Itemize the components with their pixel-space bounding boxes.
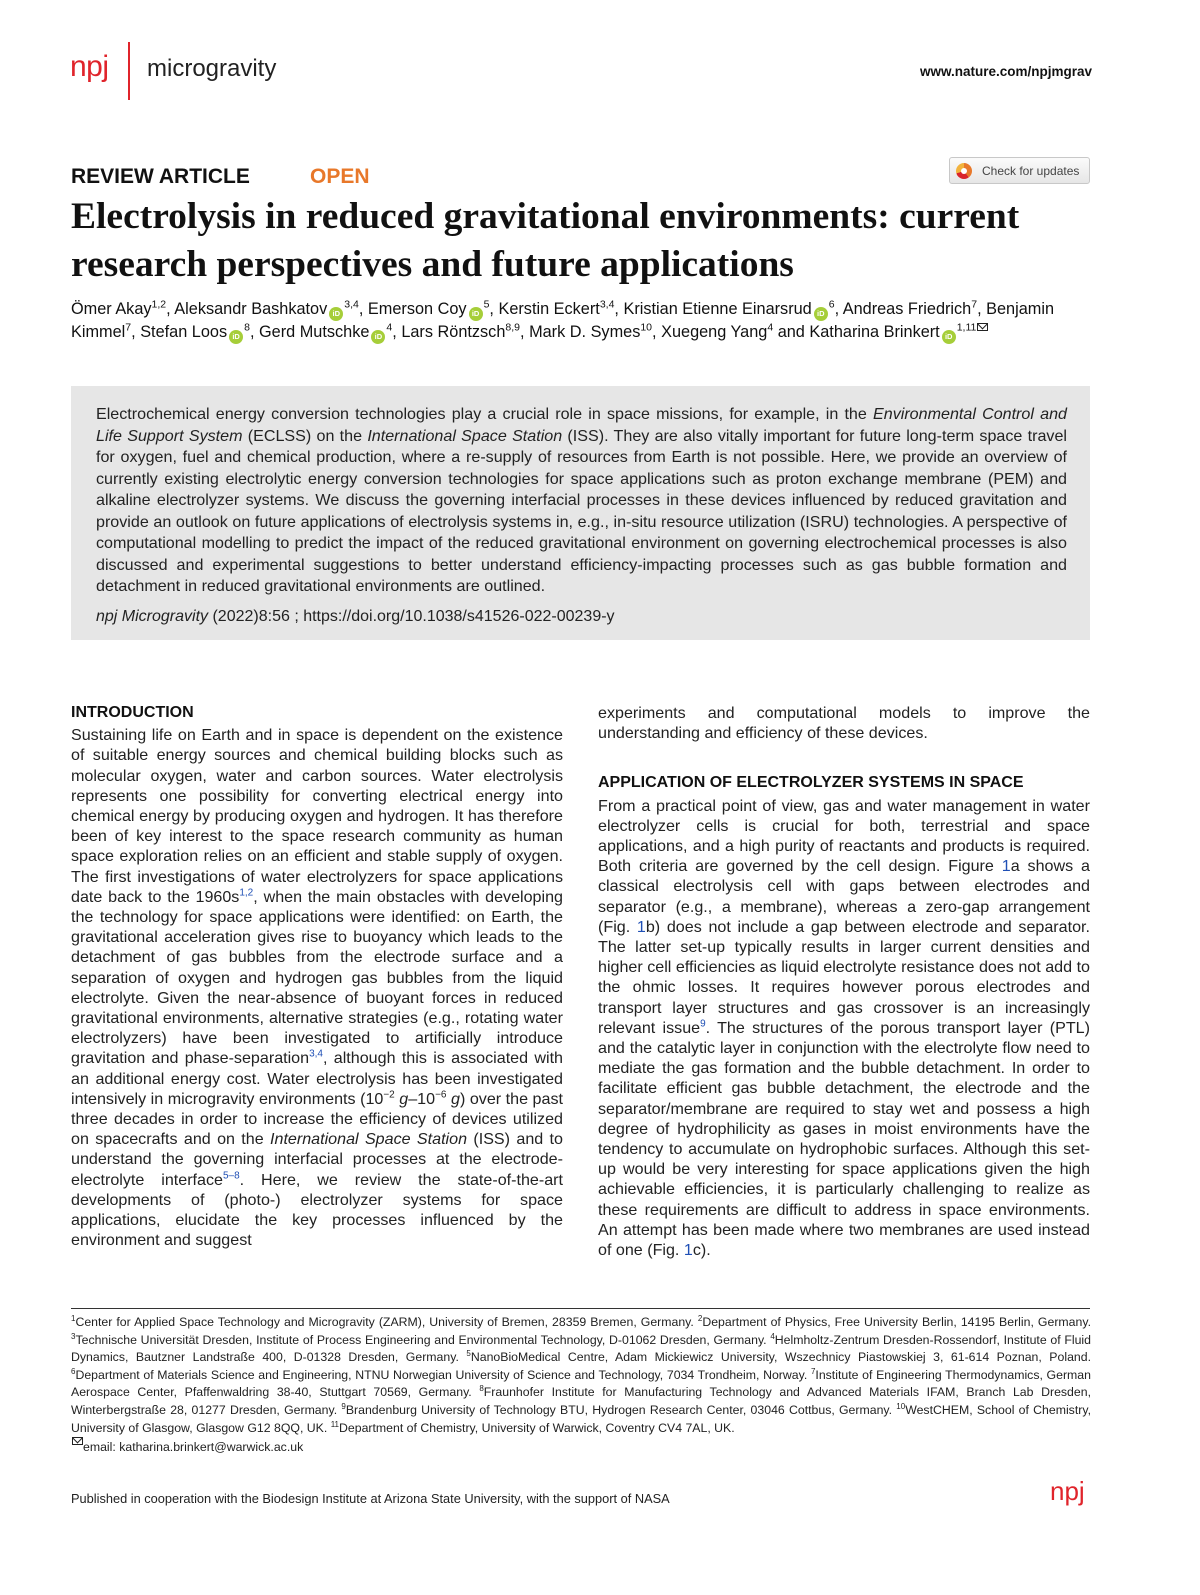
author-separator: , [489,300,499,318]
text-segment: –10 [408,1089,436,1108]
application-paragraph [598,796,1090,1261]
orcid-icon[interactable]: iD [942,330,956,344]
author[interactable] [498,300,614,318]
author[interactable] [174,300,359,318]
affiliation-number: 7 [810,1366,816,1376]
body-column-left [71,703,563,1250]
check-for-updates-button[interactable] [949,157,1090,184]
author[interactable] [623,300,834,318]
author[interactable] [259,323,392,341]
orcid-icon[interactable]: iD [229,330,243,344]
author-affiliation: 7 [971,298,978,311]
open-access-badge: OPEN [310,165,370,188]
author-separator: and [773,323,810,341]
author-affiliation: 1,11 [956,321,977,334]
footnote-divider [71,1308,1090,1309]
section-heading-application: APPLICATION OF ELECTROLYZER SYSTEMS IN SPACE [598,774,1024,792]
affiliation-text: NanoBioMedical Centre, Adam Mickiewicz University, Wszechnicy Piastowskiej 3, 61-614 Poznan, Poland. [470,1350,1092,1365]
footer-text: Published in cooperation with the Biodesign Institute at Arizona State University, with the support of NASA [71,1491,670,1506]
text-segment: . Here, we review the state-of-the-art developments of (photo-) electrolyzer systems for space applications, elucidate the key processes influenced by the environment and suggest [71,1170,563,1250]
author-separator: , [249,323,259,341]
reference-link[interactable]: 1,2 [239,887,254,899]
section-heading-introduction: INTRODUCTION [71,704,194,721]
symbol-g: g [394,1089,409,1108]
crossmark-icon [956,163,972,179]
author[interactable] [140,323,250,341]
author-separator: , [834,300,843,318]
affiliation-list [71,1315,1091,1435]
author-name: Mark D. Symes [529,323,641,341]
text-segment: c). [692,1241,711,1260]
author-affiliation: 3,4 [599,298,615,311]
text-segment: (ISS) and to understand the governing interfacial processes at the electrode-electrolyte interface [71,1130,563,1189]
figure-link[interactable]: 1 [1001,857,1011,876]
intro-paragraph-continued: experiments and computational models to improve the understanding and efficiency of these devices. [598,704,1090,743]
affiliation-number: 1 [71,1313,76,1323]
text-segment: Sustaining life on Earth and in space is dependent on the existence of suitable energy sources and chemical building blocks such as molecular oxygen, water and carbon sources. Water electrolysis represents one possibility for converting electrical energy into chemical energy by producing oxygen and hydrogen. It has therefore been of key interest to the space research community as human space exploration relies on an efficient and stable supply of oxygen. The first investigations of water electrolyzers for space applications date back to the 1960s [71,726,563,906]
author-affiliation: 10 [640,321,653,334]
text-segment: ) over the past three decades in order to increase the efficiency of devices utilized on spacecrafts and on the [71,1089,563,1149]
exponent: −2 [383,1089,395,1101]
orcid-icon[interactable]: iD [371,330,385,344]
author-affiliation: 8 [244,321,250,334]
abstract-text [96,404,1067,598]
reference-link[interactable]: 3,4 [309,1049,323,1061]
affiliation-number: 3 [71,1331,76,1341]
abstract-segment: (ISS). They are also vitally important for future long-term space travel for oxygen, fuel and chemical production, where a re-supply of resources from Earth is not possible. Here, we provide an overview of currently existing electrolytic energy conversion technologies for space applications such as proton exchange membrane (PEM) and alkaline electrolyzer systems. We discuss the governing interfacial processes in these devices influenced by reduced gravitation and provide an outlook on future applications of electrolysis systems in, e.g., in-situ resource utilization (ISRU) technologies. A perspective of computational modelling to predict the impact of the reduced gravitational environment on governing electrochemical processes is also discussed and experimental suggestions to better understand efficiency-impacting processes such as gas bubble formation and detachment in reduced gravitational environments are outlined. [96,426,1067,595]
abstract-term-iss: International Space Station [367,426,563,445]
footer-npj-logo: npj [1050,1476,1085,1506]
author[interactable] [529,323,652,341]
author-separator: , [131,323,141,341]
text-segment: , although this is associated with an additional energy cost. Water electrolysis has been investigated intensively in microgravity environments (10 [71,1049,563,1108]
article-type: REVIEW ARTICLE [71,165,250,188]
affiliation-text: Technische Universität Dresden, Institute of Process Engineering and Environmental Technology, D-01062 Dresden, Germany. [75,1332,771,1347]
citation-line [96,608,615,626]
author-name: Ömer Akay [71,300,152,318]
reference-link[interactable]: 9 [700,1018,706,1030]
author-name: Katharina Brinkert [809,323,940,341]
author[interactable] [843,300,977,318]
author-affiliation: 4 [386,321,393,334]
author-separator: , [392,323,402,341]
abstract-segment: Electrochemical energy conversion technologies play a crucial role in space missions, for example, in the [96,405,874,423]
figure-link[interactable]: 1 [636,917,646,936]
author-name: Benjamin Kimmel [71,300,1055,341]
orcid-icon[interactable]: iD [329,307,343,321]
affiliation-text: Brandenburg University of Technology BTU, Hydrogen Research Center, 03046 Cottbus, Germany. [345,1402,897,1417]
author[interactable] [809,323,988,341]
author[interactable] [368,300,489,318]
journal-header [70,42,1092,102]
journal-url-link[interactable]: www.nature.com/npjmgrav [919,64,1092,79]
corresponding-author-icon[interactable] [977,323,988,331]
corresponding-email[interactable]: email: katharina.brinkert@warwick.ac.uk [83,1440,304,1455]
symbol-g: g [446,1089,460,1108]
affiliation-number: 2 [697,1313,703,1323]
author-affiliation: 5 [483,298,490,311]
text-segment: . The structures of the porous transport layer (PTL) and the catalytic layer in conjunction with the electrolyte flow need to mediate the gas formation and the bubble detachment. In order to facilitate efficient gas bubble detachment, the electrode and the separator/membrane are required to stay wet and possess a high degree of hydrophilicity as gases in moist environments have the tendency to accumulate on hydrophobic surfaces. Although this set-up would be very interesting for space applications given the high achievable efficiencies, it is particularly challenging to realize as these requirements are difficult to address in space environments. An attempt has been made where two membranes are used instead of one (Fig. [598,1018,1090,1260]
author-affiliation: 7 [125,321,132,334]
affiliation-number: 10 [896,1401,906,1411]
author-separator: , [652,323,662,341]
npj-logo[interactable]: npj [70,50,109,83]
author-name: Kerstin Eckert [498,300,600,318]
orcid-icon[interactable]: iD [814,307,828,321]
text-segment: b) does not include a gap between electrode and separator. The latter set-up typically results in larger current densities and higher cell efficiencies as liquid electrolyte resistance does not add to the ohmic losses. It requires however porous electrodes and transport layer structures and gas crossover is an increasingly relevant issue [598,917,1090,1037]
affiliation-number: 8 [479,1384,484,1394]
header-divider [128,42,130,100]
author-affiliation: 1,2 [151,298,167,311]
author-affiliation: 6 [828,298,835,311]
author[interactable] [71,300,166,318]
citation-doi-link[interactable]: (2022)8:56 ; https://doi.org/10.1038/s41526-022-00239-y [208,608,615,625]
author-separator: , [977,300,987,318]
author-name: Xuegeng Yang [661,323,768,341]
affiliation-text: Department of Chemistry, University of Warwick, Coventry CV4 7AL, UK. [339,1420,735,1435]
article-title: Electrolysis in reduced gravitational environments: current research perspectives and future applications [71,196,1020,285]
affiliation-number: 5 [466,1349,471,1359]
email-icon [72,1437,83,1445]
check-for-updates-label: Check for updates [982,163,1080,178]
author[interactable] [661,323,773,341]
affiliation-text: Department of Materials Science and Engineering, NTNU Norwegian University of Science and Technology, 7034 Trondheim, Norway. [75,1367,811,1382]
citation-journal: npj Microgravity [96,608,209,625]
term-iss: International Space Station [270,1130,468,1149]
author-name: Kristian Etienne Einarsrud [623,300,812,318]
abstract-segment: (ECLSS) on the [242,426,368,445]
author-affiliation: 8,9 [505,321,520,334]
exponent: −6 [435,1089,447,1101]
reference-link[interactable]: 5–8 [222,1170,240,1182]
affiliation-text: Center for Applied Space Technology and Microgravity (ZARM), University of Bremen, 28359 Bremen, Germany. [75,1315,698,1329]
affiliations-footnote [71,1314,1091,1457]
orcid-icon[interactable]: iD [469,307,483,321]
text-segment: , when the main obstacles with developing the technology for space applications were identified: on Earth, the gravitational acceleration gives rise to buoyancy which leads to the detachment of gas bubbles from the electrode surface and a separation of oxygen and hydrogen gas bubbles from the liquid electrolyte. Given the near-absence of buoyant forces in reduced gravitational environments, alternative strategies (e.g., rotating water electrolyzers) have been investigated to artificially introduce gravitation and phase-separation [71,887,563,1068]
affiliation-text: Institute of Engineering Thermodynamics, German Aerospace Center, Pfaffenwaldring 38-40, Stuttgart 70569, Germany. [71,1367,1091,1400]
affiliation-number: 4 [770,1331,775,1341]
author-separator: , [166,300,175,318]
author-affiliation: 4 [767,321,774,334]
author-name: Lars Röntzsch [401,323,506,341]
affiliation-number: 9 [341,1401,346,1411]
intro-paragraph [71,725,563,1250]
figure-link[interactable]: 1 [683,1241,693,1260]
body-column-right [598,703,1090,1260]
author-name: Emerson Coy [367,300,467,318]
author-affiliation: 3,4 [344,298,359,311]
abstract-box [71,386,1090,640]
author-name: Andreas Friedrich [842,300,972,318]
author[interactable] [401,323,520,341]
author-separator: , [358,300,368,318]
abstract-term-eclss: Environmental Control and Life Support System [96,405,1067,445]
author-list [71,298,1096,344]
author-name: Gerd Mutschke [259,323,370,341]
affiliation-number: 6 [71,1366,76,1376]
author-separator: , [520,323,530,341]
affiliation-text: Department of Physics, Free University Berlin, 14195 Berlin, Germany. [702,1315,1091,1329]
affiliation-text: Helmholtz-Zentrum Dresden-Rossendorf, Institute of Fluid Dynamics, Bautzner Landstraße 400, D-01328 Dresden, Germany. [71,1332,1091,1365]
affiliation-text: WestCHEM, School of Chemistry, University of Glasgow, Glasgow G12 8QQ, UK. [71,1402,1091,1435]
journal-name[interactable]: microgravity [147,55,277,82]
affiliation-number: 11 [330,1419,340,1429]
text-segment: From a practical point of view, gas and water management in water electrolyzer cells is crucial for both, terrestrial and space applications, and a high purity of reactants and products is required. Both criteria are governed by the cell design. Figure [598,796,1090,876]
affiliation-text: Fraunhofer Institute for Manufacturing Technology and Advanced Materials IFAM, Branch Lab Dresden, Winterbergstraße 28, 01277 Dresden, Germany. [71,1385,1091,1417]
author-name: Stefan Loos [140,323,228,341]
author-name: Aleksandr Bashkatov [174,300,328,318]
text-segment: a shows a classical electrolysis cell with gaps between electrodes and separator (e.g., a membrane), whereas a zero-gap arrangement (Fig. [598,857,1090,936]
author-separator: , [614,300,624,318]
